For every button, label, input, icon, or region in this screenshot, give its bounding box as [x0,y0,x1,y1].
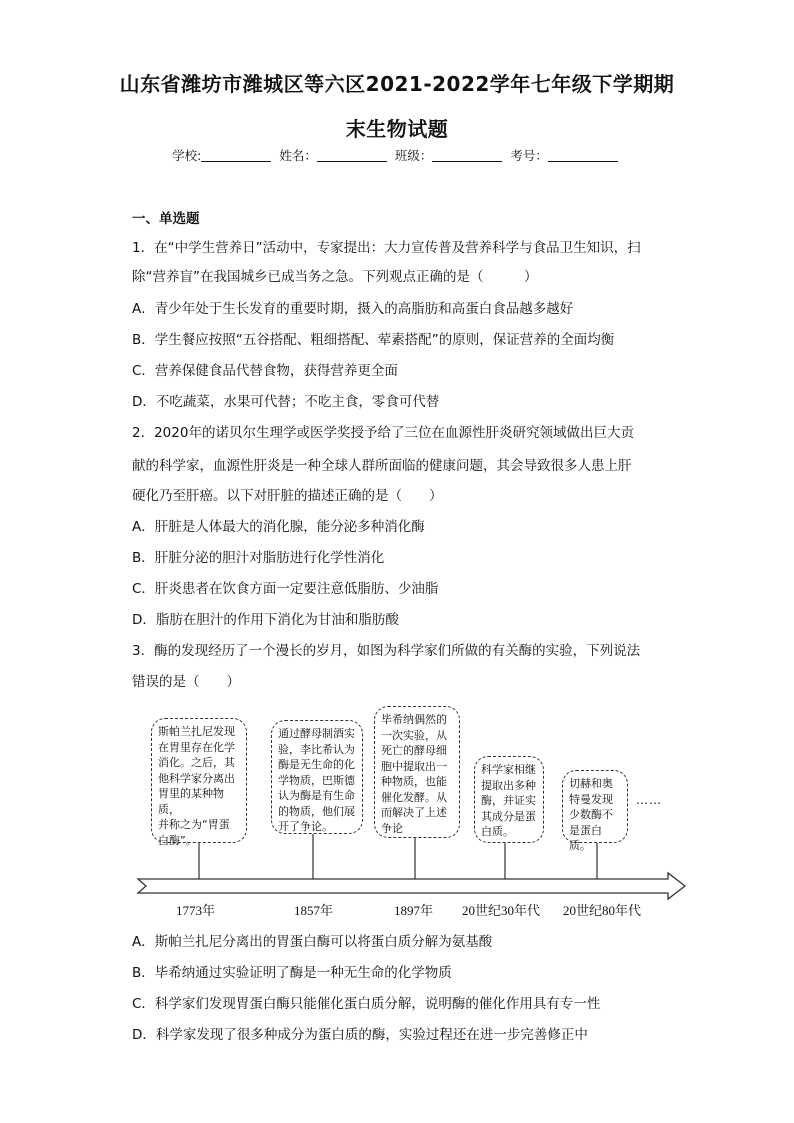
q3-option-c[interactable]: C．科学家们发现胃蛋白酶只能催化蛋白质分解，说明酶的催化作用具有专一性 [132,996,601,1012]
box2-line: 开了争论。 [278,820,333,833]
box3-line: 死亡的酵母细 [381,744,447,757]
q2-stem-line3: 硬化乃至肝癌。以下对肝脏的描述正确的是（ ） [132,488,443,504]
timeline-box-1930s [474,756,544,843]
exam-title-line2: 末生物试题 [345,117,449,141]
box4-line: 科学家相继 [481,763,536,776]
q2-option-d[interactable]: D．脂肪在胆汁的作用下消化为甘油和脂肪酸 [132,612,399,628]
school-label: 学校: [172,148,202,163]
box5-line: 是蛋白质。 [569,823,602,852]
q1-stem-line2: 除“营养盲”在我国城乡已成当务之急。下列观点正确的是（ ） [132,269,538,285]
box2-line: 通过酵母制酒实 [278,727,355,740]
q2-option-b[interactable]: B．肝脏分泌的胆汁对脂肪进行化学性消化 [132,550,385,566]
q1-option-c[interactable]: C．营养保健食品代替食物，获得营养更全面 [132,363,398,379]
exam-number-label: 考号： [510,148,548,163]
box3-line: 种物质，也能 [381,775,447,788]
q3-option-a[interactable]: A．斯帕兰扎尼分离出的胃蛋白酶可以将蛋白质分解为氨基酸 [132,934,493,950]
box1-line: 在胃里存在化学 [158,740,235,754]
box2-line: 的物质，他们展 [278,804,355,818]
timeline-box-1857 [271,720,363,834]
box1-line: 斯帕兰扎尼发现 [158,725,235,738]
q2-option-a[interactable]: A．肝脏是人体最大的消化腺，能分泌多种消化酶 [132,519,425,535]
timeline-box-1897 [374,706,460,838]
box1-line: 他科学家分离出 [158,771,235,785]
timeline-label-1857: 1857年 [294,903,334,918]
q2-stem-line1: 2．2020年的诺贝尔生理学或医学奖授予给了三位在血源性肝炎研究领域做出巨大贡 [132,425,634,441]
box5-line: 特曼发现 [569,792,613,806]
box2-line: 验，李比希认为 [278,742,355,756]
q3-stem-line2: 错误的是（ ） [132,674,240,690]
timeline-label-1773: 1773年 [176,903,216,918]
box5-line: 切赫和奥 [569,777,613,790]
box1-line: 并称之为“胃蛋 [158,818,230,831]
box2-line: 学物质，巴斯德 [278,773,355,787]
exam-title-line1: 山东省潍坊市潍城区等六区2021-2022学年七年级下学期期 [119,72,675,96]
box2-line: 酶是无生命的化 [278,758,355,771]
box3-line: 而解决了上述 [381,806,447,819]
box3-line: 毕希纳偶然的 [381,713,447,726]
q3-option-d[interactable]: D．科学家发现了很多种成分为蛋白质的酶，实验过程还在进一步完善修正中 [132,1027,588,1043]
q3-stem-line1: 3．酶的发现经历了一个漫长的岁月，如图为科学家们所做的有关酶的实验，下列说法 [132,643,641,659]
timeline-arrow [138,873,685,899]
timeline-box-1773 [151,718,247,847]
q1-option-b[interactable]: B．学生餐应按照“五谷搭配、粗细搭配、荤素搭配”的原则，保证营养的全面均衡 [132,332,615,348]
class-label: 班级： [394,148,433,163]
box4-line: 其成分是蛋 [481,809,536,823]
name-label: 姓名： [279,148,317,163]
q1-option-d[interactable]: D．不吃蔬菜，水果可代替；不吃主食，零食可代替 [132,394,440,410]
box1-line: 消化。之后，其 [158,756,235,769]
box5-line: 少数酶不 [569,808,613,821]
timeline-ellipsis: …… [636,793,662,807]
q1-stem-line1: 1．在“中学生营养日”活动中，专家提出：大力宣传普及营养科学与食品卫生知识，扫 [132,240,641,256]
q3-option-b[interactable]: B．毕希纳通过实验证明了酶是一种无生命的化学物质 [132,965,452,981]
box2-line: 认为酶是有生命 [278,789,355,802]
timeline-box-1980s [562,770,628,852]
q2-stem-line2: 献的科学家，血源性肝炎是一种全球人群所面临的健康问题，其会导致很多人患上肝 [132,458,632,474]
box1-line: 白酶”。 [158,833,197,847]
timeline-label-1897: 1897年 [394,903,434,918]
box3-line: 一次实验，从 [381,728,447,742]
box1-line: 胃里的某种物质， [158,787,224,816]
box3-line: 争论 [381,821,403,835]
section-title: 一、单选题 [132,211,200,227]
box4-line: 提取出多种 [481,778,536,792]
box3-line: 胞中提取出一 [381,759,447,773]
box4-line: 白质。 [481,825,514,838]
q2-option-c[interactable]: C．肝炎患者在饮食方面一定要注意低脂肪、少油脂 [132,581,439,597]
timeline-label-1930s: 20世纪30年代 [462,903,541,918]
timeline-label-1980s: 20世纪80年代 [563,903,642,918]
box3-line: 催化发酵。从 [381,790,447,804]
box4-line: 酶，并证实 [481,794,536,807]
q1-option-a[interactable]: A．青少年处于生长发育的重要时期，摄入的高脂肪和高蛋白食品越多越好 [132,301,574,317]
